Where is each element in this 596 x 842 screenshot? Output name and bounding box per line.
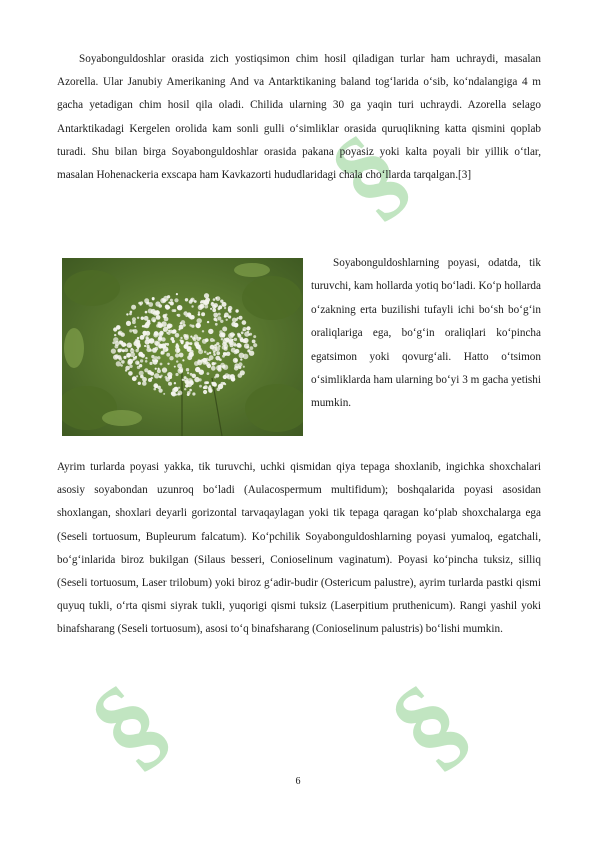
umbel-flower-photo	[62, 258, 303, 436]
svg-text:§: §	[67, 658, 189, 788]
paragraph-stem-description: Soyabonguldoshlarning poyasi, odatda, tik turuvchi, kam hollarda yotiq bo‘ladi. Ko‘p hollarda o‘zakning erta buzilishi tufayli ichi bo‘sh bo‘g‘in oraliqlariga ega, bo‘g‘in oraliqlari ko‘pincha egatsimon yoki qovurg‘ali. Hatto o‘tsimon o‘simliklarda ham ularning bo‘yi 3 m gacha yetishi mumkin.	[311, 257, 541, 410]
paragraph-stem-variants: Ayrim turlarda poyasi yakka, tik turuvchi, uchki qismidan qiya tepaga shoxlanib, ingichka shoxchalari asosiy soyabondan uzunroq bo‘ladi (Aulacospermum multifidum); boshqalarida poyasi asosidan shoxlangan, shoxlari deyarli gorizontal tarvaqaylagan yoki tik tepaga qaragan ko‘plab shoxchalarga ega (Seseli tortuosum, Bupleurum falcatum). Ko‘pchilik Soyabonguldoshlarning poyasi yumaloq, egatchali, bo‘g‘inlarida biroz bukilgan (Silaus besseri, Conioselinum vaginatum). Poyasi ko‘pincha tuksiz, silliq (Seseli tortuosum, Laser trilobum) yoki biroz g‘adir-budir (Ostericum palustre), ayrim turlarda pastki qismi quyuq tukli, o‘rta qismi siyrak tukli, yuqorigi qismi tuksiz (Laserpitium pruthenicum). Rangi yashil yoki binafsharang (Seseli tortuosum), asosi to‘q binafsharang (Conioselinum palustris) bo‘lishi mumkin.	[57, 461, 541, 636]
paragraph-azorella: Soyabonguldoshlar orasida zich yostiqsimon chim hosil qiladigan turlar ham uchraydi, masalan Azorella. Ular Janubiy Amerikaning And va Antarktikaning baland tog‘larida o‘sib, ko‘ndalangiga 4 m gacha yetadigan chim hosil qila oladi. Chilida ularning 30 ga yaqin turi uchraydi. Azorella selago Antarktikadagi Kergelen orolida kam sonli gulli o‘simliklar orasida quruqlikning katta qismini qoplab turadi. Shu bilan birga Soyabonguldoshlar orasida pakana poyasiz yoki kalta poyali bir yillik o‘tlar, masalan Hohenackeria exscapa ham Kavkazorti hududlaridagi chala cho‘llarda tarqalgan.[3]	[57, 53, 541, 182]
page-number: 6	[295, 776, 301, 787]
svg-text:§: §	[367, 658, 489, 788]
svg-text:§: §	[307, 108, 429, 238]
